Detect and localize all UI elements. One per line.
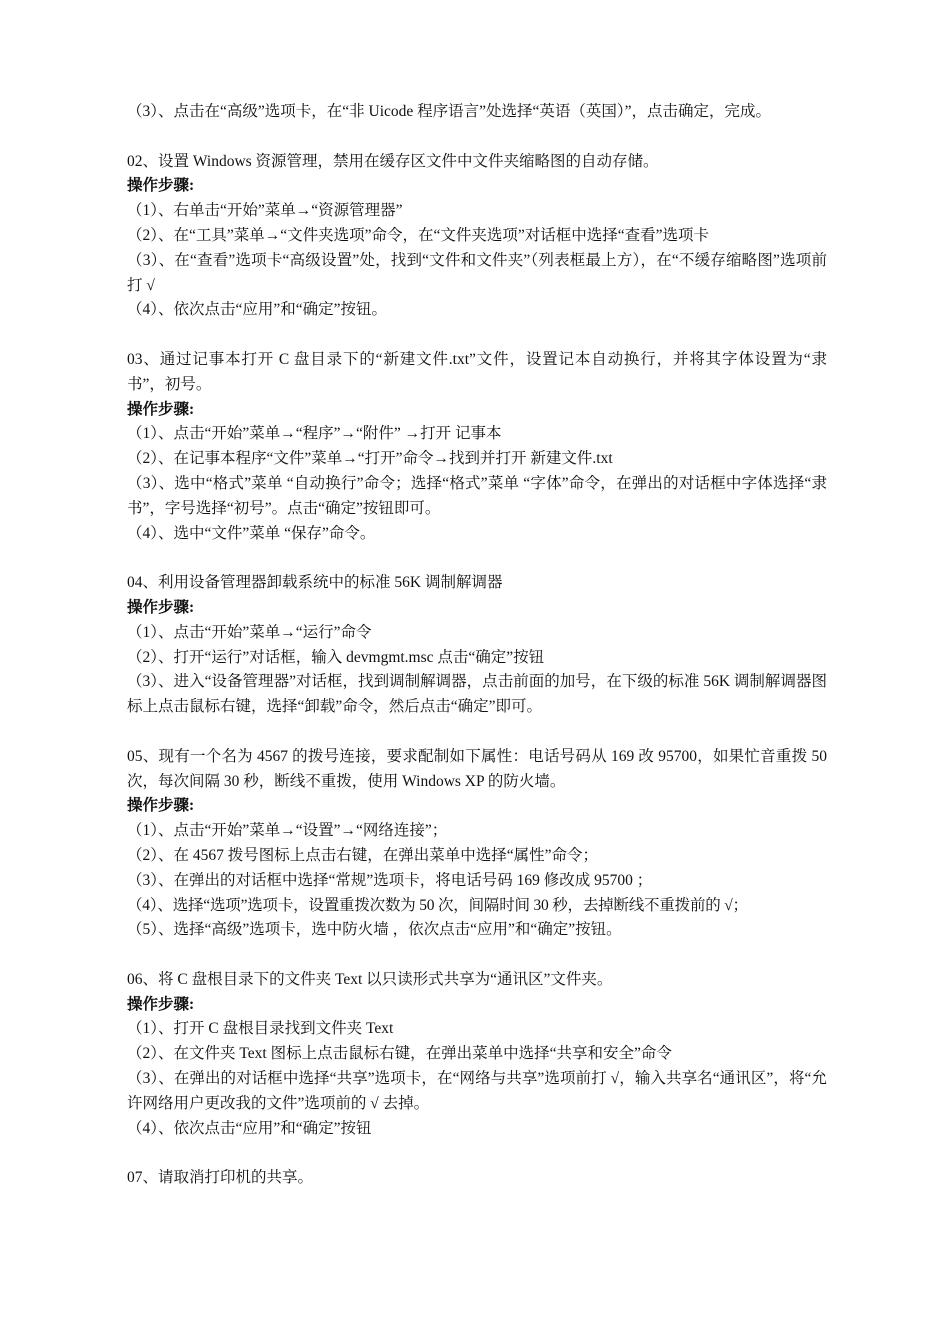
question-title: 05、现有一个名为 4567 的拨号连接，要求配制如下属性：电话号码从 169 改 95700，如果忙音重拨 50 次，每次间隔 30 秒，断线不重拨，使用 Windows XP 的防火墙。 (127, 747, 827, 790)
step-text: （3）、选中“格式”菜单 “自动换行”命令；选择“格式”菜单 “字体”命令，在弹出的对话框中字体选择“隶书”，字号选择“初号”。点击“确定”按钮即可。 (127, 474, 827, 517)
step-text: （2）、打开“运行”对话框，输入 devmgmt.msc 点击“确定”按钮 (127, 648, 545, 666)
step-text: （2）、在 4567 拨号图标上点击右键，在弹出菜单中选择“属性”命令； (127, 846, 599, 864)
step-text: （1）、点击“开始”菜单→“设置”→“网络连接”； (127, 822, 448, 840)
steps-label: 操作步骤: (127, 400, 195, 418)
step-text: （1）、右单击“开始”菜单→“资源管理器” (127, 202, 403, 220)
step-text: （4）、选中“文件”菜单 “保存”命令。 (127, 524, 376, 542)
step-text: （1）、点击“开始”菜单→“程序”→“附件” →打开 记事本 (127, 425, 502, 443)
paragraph-gap (127, 323, 827, 348)
question-title: 07、请取消打印机的共享。 (127, 1169, 314, 1187)
step-text: （4）、选择“选项”选项卡，设置重拨次数为 50 次，间隔时间 30 秒，去掉断线不重拨前的 √； (127, 896, 748, 914)
steps-label: 操作步骤: (127, 797, 195, 815)
intro-block (127, 100, 827, 125)
step-text: （1）、打开 C 盘根目录找到文件夹 Text (127, 1020, 394, 1038)
question-07-block (127, 1166, 827, 1191)
step-text: （1）、点击“开始”菜单→“运行”命令 (127, 623, 372, 641)
step-text: （2）、在文件夹 Text 图标上点击鼠标右键，在弹出菜单中选择“共享和安全”命令 (127, 1045, 672, 1063)
paragraph-gap (127, 125, 827, 150)
step-text: （3）、在弹出的对话框中选择“常规”选项卡，将电话号码 169 修改成 95700 ； (127, 871, 653, 889)
question-04-block (127, 571, 827, 720)
question-title: 06、将 C 盘根目录下的文件夹 Text 以只读形式共享为“通讯区”文件夹。 (127, 970, 613, 988)
step-text: （3）、在弹出的对话框中选择“共享”选项卡，在“网络与共享”选项前打 √，输入共享名“通讯区”，将“允许网络用户更改我的文件”选项前的 √ 去掉。 (127, 1070, 827, 1112)
document-page (127, 100, 827, 1191)
question-title: 03、通过记事本打开 C 盘目录下的“新建文件.txt”文件，设置记本自动换行，并将其字体设置为“隶书”，初号。 (127, 350, 827, 393)
step-text: （4）、依次点击“应用”和“确定”按钮 (127, 1119, 372, 1137)
steps-label: 操作步骤: (127, 598, 195, 616)
step-text: （3）、进入“设备管理器”对话框，找到调制解调器，点击前面的加号，在下级的标准 56K 调制解调器图标上点击鼠标右键，选择“卸载”命令，然后点击“确定”即可。 (127, 673, 827, 716)
question-title: 04、利用设备管理器卸载系统中的标准 56K 调制解调器 (127, 574, 503, 592)
step-text: （2）、在“工具”菜单→“文件夹选项”命令，在“文件夹选项”对话框中选择“查看”选项卡 (127, 226, 710, 244)
question-03-block (127, 348, 827, 546)
paragraph-gap (127, 1141, 827, 1166)
question-title: 02、设置 Windows 资源管理，禁用在缓存区文件中文件夹缩略图的自动存储。 (127, 152, 659, 170)
step-text: （3）、在“查看”选项卡“高级设置”处，找到“文件和文件夹”（列表框最上方），在“不缓存缩略图”选项前打 √ (127, 251, 827, 294)
paragraph-gap (127, 720, 827, 745)
question-06-block (127, 968, 827, 1142)
question-05-block (127, 745, 827, 943)
paragraph-gap (127, 943, 827, 968)
step-text: （3）、点击在“高级”选项卡，在“非 Uicode 程序语言”处选择“英语（英国）”，点击确定，完成。 (127, 103, 772, 120)
paragraph-gap (127, 546, 827, 571)
step-text: （5）、选择“高级”选项卡，选中防火墙 ，依次点击“应用”和“确定”按钮。 (127, 921, 622, 939)
steps-label: 操作步骤: (127, 177, 195, 195)
question-02-block (127, 150, 827, 324)
steps-label: 操作步骤: (127, 995, 195, 1013)
step-text: （2）、在记事本程序“文件”菜单→“打开”命令→找到并打开 新建文件.txt (127, 450, 613, 468)
step-text: （4）、依次点击“应用”和“确定”按钮。 (127, 301, 388, 319)
